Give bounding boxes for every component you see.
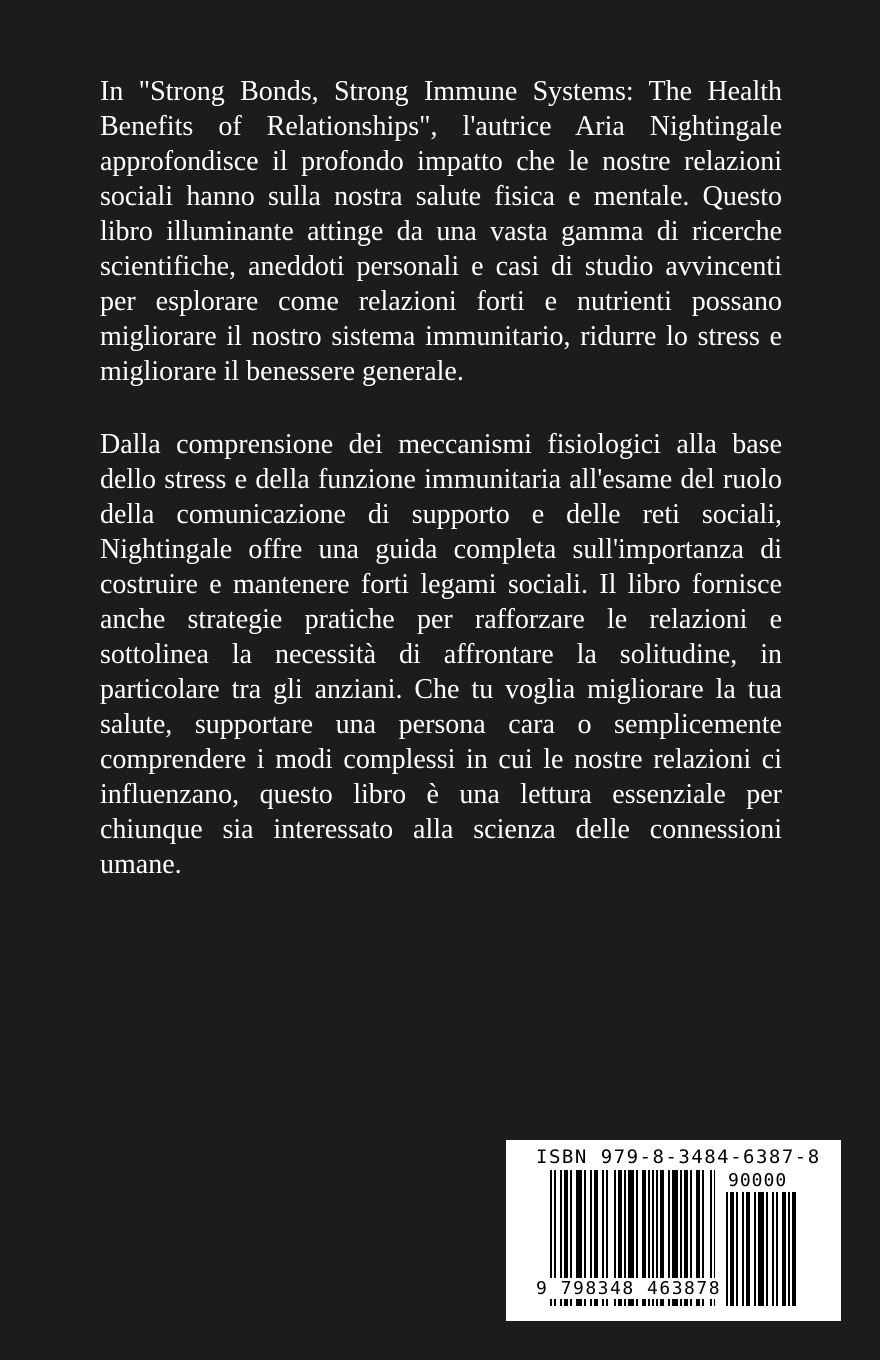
barcode-bar [754, 1192, 756, 1306]
back-cover-blurb [100, 74, 782, 882]
price-code: 90000 [728, 1170, 788, 1191]
barcode-bar [730, 1192, 734, 1306]
barcode-bar [726, 1192, 728, 1306]
barcode-bar [758, 1192, 764, 1306]
barcode-bar [742, 1192, 744, 1306]
barcode-bar [746, 1192, 750, 1306]
blurb-paragraph-2: Dalla comprensione dei meccanismi fisiologici alla base dello stress e della funzione immunitaria all'esame del ruolo della comunicazione di supporto e delle reti sociali, Nightingale offre una guida completa sull'importanza di costruire e mantenere forti legami sociali. Il libro fornisce anche strategie pratiche per rafforzare le relazioni e sottolinea la necessità di affrontare la solitudine, in particolare tra gli anziani. Che tu voglia migliorare la tua salute, supportare una persona cara o semplicemente comprendere i modi complessi in cui le nostre relazioni ci influenzano, questo libro è una lettura essenziale per chiunque sia interessato alla scienza delle connessioni umane. [100, 429, 782, 880]
ean-digits: 9 798348 463878 [536, 1278, 722, 1299]
blurb-paragraph-1: In "Strong Bonds, Strong Immune Systems: The Health Benefits of Relationships", l'autrice Aria Nightingale approfondisce il profondo impatto che le nostre relazioni sociali hanno sulla nostra salute fisica e mentale. Questo libro illuminante attinge da una vasta gamma di ricerche scientifiche, aneddoti personali e casi di studio avvincenti per esplorare come relazioni forti e nutrienti possano migliorare il nostro sistema immunitario, ridurre lo stress e migliorare il benessere generale. [100, 76, 782, 387]
barcode-bar [776, 1192, 778, 1306]
barcode-bar [766, 1192, 768, 1306]
barcode-bar [736, 1192, 738, 1306]
barcode-bar [792, 1192, 796, 1306]
isbn-barcode-box [506, 1140, 841, 1321]
barcode-bar [788, 1192, 790, 1306]
barcode-bars-addon [726, 1192, 808, 1306]
barcode-bar [772, 1192, 774, 1306]
barcode-bar [782, 1192, 786, 1306]
isbn-label: ISBN 979-8-3484-6387-8 [536, 1146, 821, 1168]
